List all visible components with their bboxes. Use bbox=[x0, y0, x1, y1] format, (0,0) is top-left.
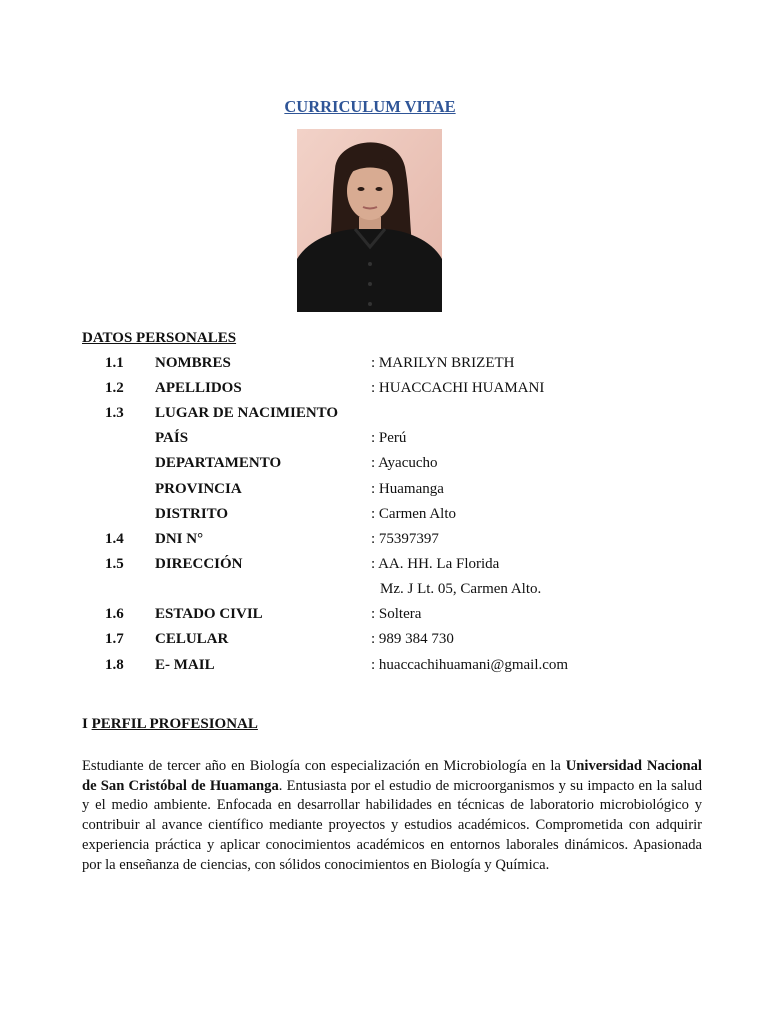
row-value: : AA. HH. La Florida bbox=[371, 556, 500, 572]
personal-row bbox=[0, 481, 768, 501]
row-value: : Soltera bbox=[371, 606, 422, 622]
row-value: : HUACCACHI HUAMANI bbox=[371, 380, 545, 396]
personal-row bbox=[0, 631, 768, 651]
row-label: DISTRITO bbox=[155, 506, 229, 522]
row-label: APELLIDOS bbox=[155, 380, 242, 396]
row-value: : Huamanga bbox=[371, 481, 444, 497]
row-label: PROVINCIA bbox=[155, 481, 242, 497]
personal-row bbox=[0, 581, 768, 601]
personal-row bbox=[0, 405, 768, 425]
profile-text-1: Estudiante de tercer año en Biología con especialización en Microbiología en la bbox=[82, 758, 566, 774]
personal-row bbox=[0, 380, 768, 400]
row-value: : Carmen Alto bbox=[371, 506, 456, 522]
personal-data-heading-text: DATOS PERSONALES bbox=[82, 330, 237, 346]
personal-row bbox=[0, 506, 768, 526]
personal-row bbox=[0, 455, 768, 475]
personal-row bbox=[0, 556, 768, 576]
profile-heading-text: PERFIL PROFESIONAL bbox=[91, 716, 258, 732]
row-number: 1.8 bbox=[105, 657, 124, 673]
row-value: : 989 384 730 bbox=[371, 631, 454, 647]
row-value-continuation: Mz. J Lt. 05, Carmen Alto. bbox=[380, 581, 542, 597]
personal-row bbox=[0, 606, 768, 626]
personal-data-heading bbox=[82, 330, 236, 347]
row-label: CELULAR bbox=[155, 631, 229, 647]
row-number: 1.6 bbox=[105, 606, 124, 622]
profile-text-2: . Entusiasta por el estudio de microorganismos y su impacto en la salud y el medio ambiente. Enfocada en desarrollar habilidades en técnicas de laboratorio microbiológico y contribuir al avance científico mediante proyectos y estudios académicos. Comprometida con adquirir experiencia práctica y aplicar conocimientos académicos en entornos laborales dinámicos. Apasionada por la enseñanza de ciencias, con sólidos conocimientos en Biología y Química. bbox=[82, 777, 702, 873]
row-number: 1.4 bbox=[105, 531, 124, 547]
row-value: : 75397397 bbox=[371, 531, 439, 547]
row-label: PAÍS bbox=[155, 430, 189, 446]
row-number: 1.5 bbox=[105, 556, 124, 572]
row-label: E- MAIL bbox=[155, 657, 215, 673]
row-label: DEPARTAMENTO bbox=[155, 455, 282, 471]
profile-paragraph bbox=[82, 757, 702, 875]
row-value: : huaccachihuamani@gmail.com bbox=[371, 657, 569, 673]
row-label: DNI N° bbox=[155, 531, 204, 547]
personal-row bbox=[0, 657, 768, 677]
profile-photo bbox=[297, 129, 442, 312]
row-number: 1.1 bbox=[105, 355, 124, 371]
personal-row bbox=[0, 355, 768, 375]
row-value: : MARILYN BRIZETH bbox=[371, 355, 515, 371]
profile-heading bbox=[82, 716, 258, 733]
row-value: : Ayacucho bbox=[371, 455, 438, 471]
document-title: CURRICULUM VITAE bbox=[284, 97, 456, 116]
row-number: 1.3 bbox=[105, 405, 124, 421]
row-value: : Perú bbox=[371, 430, 407, 446]
row-label: ESTADO CIVIL bbox=[155, 606, 263, 622]
personal-row bbox=[0, 531, 768, 551]
row-label: DIRECCIÓN bbox=[155, 556, 243, 572]
personal-row bbox=[0, 430, 768, 450]
row-label: NOMBRES bbox=[155, 355, 231, 371]
row-number: 1.2 bbox=[105, 380, 124, 396]
profile-heading-prefix: I bbox=[82, 716, 92, 732]
row-label: LUGAR DE NACIMIENTO bbox=[155, 405, 339, 421]
university-name: Universidad Nacional de San Cristóbal de Huamanga bbox=[82, 758, 702, 794]
row-number: 1.7 bbox=[105, 631, 124, 647]
